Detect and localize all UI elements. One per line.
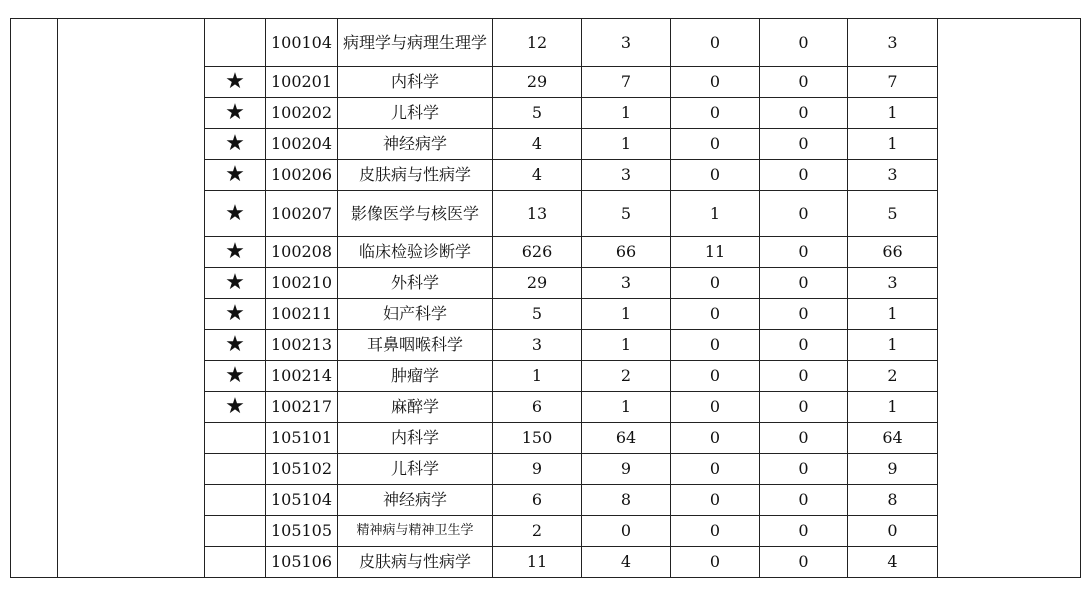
value-col-5: 9 [848, 454, 938, 485]
value-col-4: 0 [760, 98, 848, 129]
value-col-1: 6 [493, 392, 582, 423]
discipline-code: 105102 [266, 454, 338, 485]
value-col-4: 0 [760, 330, 848, 361]
discipline-code: 100201 [266, 67, 338, 98]
discipline-name: 神经病学 [338, 129, 493, 160]
discipline-code: 100211 [266, 299, 338, 330]
discipline-name: 耳鼻咽喉科学 [338, 330, 493, 361]
discipline-name: 影像医学与核医学 [338, 191, 493, 237]
key-discipline-mark [205, 423, 266, 454]
key-discipline-mark: ★ [205, 98, 266, 129]
value-col-1: 2 [493, 516, 582, 547]
discipline-code: 100217 [266, 392, 338, 423]
value-col-1: 626 [493, 237, 582, 268]
discipline-name: 临床检验诊断学 [338, 237, 493, 268]
value-col-2: 1 [582, 129, 671, 160]
value-col-4: 0 [760, 547, 848, 578]
value-col-3: 0 [671, 268, 760, 299]
value-col-5: 3 [848, 19, 938, 67]
discipline-name: 儿科学 [338, 98, 493, 129]
value-col-4: 0 [760, 19, 848, 67]
key-discipline-mark [205, 19, 266, 67]
value-col-5: 1 [848, 330, 938, 361]
value-col-1: 150 [493, 423, 582, 454]
value-col-2: 64 [582, 423, 671, 454]
discipline-name: 皮肤病与性病学 [338, 547, 493, 578]
key-discipline-mark [205, 454, 266, 485]
discipline-name: 神经病学 [338, 485, 493, 516]
discipline-code: 100204 [266, 129, 338, 160]
value-col-4: 0 [760, 485, 848, 516]
value-col-5: 3 [848, 160, 938, 191]
value-col-2: 9 [582, 454, 671, 485]
value-col-1: 5 [493, 98, 582, 129]
value-col-5: 66 [848, 237, 938, 268]
subcategory-cell [58, 19, 205, 578]
value-col-3: 0 [671, 330, 760, 361]
discipline-code: 105104 [266, 485, 338, 516]
value-col-4: 0 [760, 361, 848, 392]
discipline-name: 肿瘤学 [338, 361, 493, 392]
value-col-4: 0 [760, 299, 848, 330]
value-col-4: 0 [760, 129, 848, 160]
value-col-3: 0 [671, 129, 760, 160]
value-col-2: 1 [582, 330, 671, 361]
key-discipline-mark [205, 547, 266, 578]
value-col-5: 7 [848, 67, 938, 98]
value-col-4: 0 [760, 237, 848, 268]
discipline-table [10, 18, 1081, 578]
value-col-2: 3 [582, 19, 671, 67]
discipline-name: 内科学 [338, 67, 493, 98]
key-discipline-mark: ★ [205, 268, 266, 299]
value-col-4: 0 [760, 423, 848, 454]
key-discipline-mark: ★ [205, 361, 266, 392]
value-col-5: 1 [848, 129, 938, 160]
value-col-2: 4 [582, 547, 671, 578]
value-col-5: 8 [848, 485, 938, 516]
discipline-code: 100202 [266, 98, 338, 129]
value-col-5: 64 [848, 423, 938, 454]
value-col-4: 0 [760, 67, 848, 98]
key-discipline-mark: ★ [205, 191, 266, 237]
value-col-3: 0 [671, 19, 760, 67]
value-col-4: 0 [760, 392, 848, 423]
value-col-1: 9 [493, 454, 582, 485]
value-col-2: 1 [582, 98, 671, 129]
discipline-name: 皮肤病与性病学 [338, 160, 493, 191]
discipline-name: 妇产科学 [338, 299, 493, 330]
discipline-code: 100206 [266, 160, 338, 191]
value-col-5: 1 [848, 392, 938, 423]
discipline-code: 100104 [266, 19, 338, 67]
discipline-name: 精神病与精神卫生学 [338, 516, 493, 547]
value-col-2: 5 [582, 191, 671, 237]
key-discipline-mark: ★ [205, 67, 266, 98]
table-row [11, 19, 1081, 67]
discipline-code: 105105 [266, 516, 338, 547]
value-col-3: 0 [671, 98, 760, 129]
value-col-1: 29 [493, 268, 582, 299]
discipline-code: 100213 [266, 330, 338, 361]
value-col-1: 13 [493, 191, 582, 237]
value-col-5: 1 [848, 98, 938, 129]
value-col-3: 11 [671, 237, 760, 268]
discipline-name: 儿科学 [338, 454, 493, 485]
value-col-1: 5 [493, 299, 582, 330]
value-col-2: 3 [582, 160, 671, 191]
value-col-2: 66 [582, 237, 671, 268]
value-col-1: 12 [493, 19, 582, 67]
value-col-3: 0 [671, 547, 760, 578]
value-col-2: 0 [582, 516, 671, 547]
key-discipline-mark: ★ [205, 330, 266, 361]
value-col-3: 0 [671, 516, 760, 547]
discipline-name: 麻醉学 [338, 392, 493, 423]
key-discipline-mark [205, 516, 266, 547]
value-col-5: 1 [848, 299, 938, 330]
value-col-1: 6 [493, 485, 582, 516]
value-col-1: 11 [493, 547, 582, 578]
value-col-3: 0 [671, 454, 760, 485]
value-col-3: 1 [671, 191, 760, 237]
discipline-code: 105101 [266, 423, 338, 454]
value-col-5: 0 [848, 516, 938, 547]
key-discipline-mark [205, 485, 266, 516]
value-col-1: 1 [493, 361, 582, 392]
value-col-4: 0 [760, 160, 848, 191]
value-col-4: 0 [760, 454, 848, 485]
value-col-4: 0 [760, 268, 848, 299]
discipline-code: 100214 [266, 361, 338, 392]
value-col-4: 0 [760, 191, 848, 237]
value-col-2: 3 [582, 268, 671, 299]
value-col-1: 4 [493, 160, 582, 191]
value-col-3: 0 [671, 160, 760, 191]
value-col-2: 8 [582, 485, 671, 516]
value-col-5: 2 [848, 361, 938, 392]
value-col-4: 0 [760, 516, 848, 547]
value-col-5: 3 [848, 268, 938, 299]
value-col-1: 29 [493, 67, 582, 98]
key-discipline-mark: ★ [205, 160, 266, 191]
discipline-code: 100210 [266, 268, 338, 299]
key-discipline-mark: ★ [205, 299, 266, 330]
discipline-name: 外科学 [338, 268, 493, 299]
value-col-2: 1 [582, 392, 671, 423]
value-col-2: 7 [582, 67, 671, 98]
key-discipline-mark: ★ [205, 129, 266, 160]
value-col-3: 0 [671, 299, 760, 330]
key-discipline-mark: ★ [205, 237, 266, 268]
value-col-2: 2 [582, 361, 671, 392]
remarks-cell [938, 19, 1081, 578]
value-col-5: 5 [848, 191, 938, 237]
category-cell [11, 19, 58, 578]
value-col-1: 3 [493, 330, 582, 361]
value-col-2: 1 [582, 299, 671, 330]
value-col-3: 0 [671, 392, 760, 423]
discipline-name: 病理学与病理生理学 [338, 19, 493, 67]
value-col-3: 0 [671, 423, 760, 454]
discipline-name: 内科学 [338, 423, 493, 454]
value-col-3: 0 [671, 361, 760, 392]
key-discipline-mark: ★ [205, 392, 266, 423]
value-col-3: 0 [671, 67, 760, 98]
discipline-code: 100208 [266, 237, 338, 268]
discipline-code: 105106 [266, 547, 338, 578]
discipline-code: 100207 [266, 191, 338, 237]
value-col-5: 4 [848, 547, 938, 578]
value-col-3: 0 [671, 485, 760, 516]
value-col-1: 4 [493, 129, 582, 160]
